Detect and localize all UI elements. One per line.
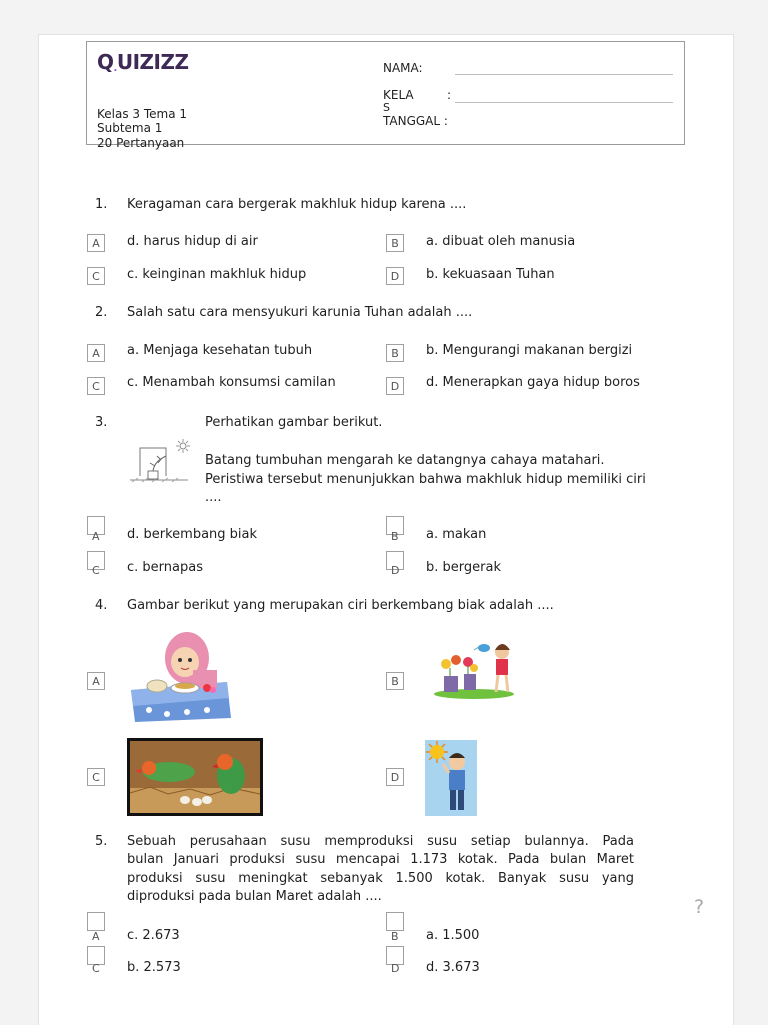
- option-box-b[interactable]: B: [386, 234, 404, 252]
- question-number: 5.: [95, 834, 108, 849]
- question-text: Salah satu cara mensyukuri karunia Tuhan adalah ....: [127, 305, 473, 320]
- option-letter: A: [92, 530, 100, 543]
- question-text: ....: [205, 490, 222, 505]
- name-label: NAMA:: [383, 61, 423, 75]
- question-number: 1.: [95, 197, 108, 212]
- option-text: b. 2.573: [127, 960, 181, 975]
- girl-watering-flowers-picture: [432, 638, 516, 700]
- option-text: c. 2.673: [127, 928, 180, 943]
- option-text: a. 1.500: [426, 928, 480, 943]
- option-text: a. makan: [426, 527, 487, 542]
- option-box-c[interactable]: C: [87, 768, 105, 786]
- lovebirds-with-eggs-picture: [127, 738, 263, 816]
- boy-in-sun-picture: [425, 740, 477, 816]
- option-box-a[interactable]: [87, 912, 105, 931]
- option-letter: D: [391, 962, 400, 975]
- girl-eating-picture: [127, 630, 235, 724]
- option-text: c. keinginan makhluk hidup: [127, 267, 307, 282]
- option-text: c. Menambah konsumsi camilan: [127, 375, 336, 390]
- quizizz-logo: Q.UIZIZZ: [97, 50, 189, 74]
- option-box-c[interactable]: C: [87, 377, 105, 395]
- date-label: TANGGAL :: [383, 114, 448, 128]
- option-box-a[interactable]: A: [87, 234, 105, 252]
- option-box-a[interactable]: A: [87, 672, 105, 690]
- class-field-colon: :: [447, 88, 452, 102]
- option-text: d. Menerapkan gaya hidup boros: [426, 375, 640, 390]
- question-text: Peristiwa tersebut menunjukkan bahwa makhluk hidup memiliki ciri: [205, 472, 646, 487]
- option-box-b[interactable]: [386, 912, 404, 931]
- option-box-c[interactable]: C: [87, 267, 105, 285]
- option-box-d[interactable]: D: [386, 768, 404, 786]
- option-text: c. bernapas: [127, 560, 203, 575]
- option-letter: C: [92, 962, 100, 975]
- option-text: d. harus hidup di air: [127, 234, 258, 249]
- class-field-label-wrap: S: [383, 101, 390, 114]
- class-field-label: KELA: [383, 88, 414, 102]
- option-letter: B: [391, 530, 399, 543]
- question-number: 3.: [95, 415, 108, 430]
- option-text: d. 3.673: [426, 960, 480, 975]
- question-text: Batang tumbuhan mengarah ke datangnya cahaya matahari.: [205, 453, 605, 468]
- option-text: a. Menjaga kesehatan tubuh: [127, 343, 313, 358]
- question-text: bulan Januari produksi susu mencapai 1.173 kotak. Pada bulan Maret: [127, 852, 634, 867]
- class-label: Kelas 3 Tema 1: [97, 107, 188, 121]
- option-letter: A: [92, 930, 100, 943]
- question-text: produksi susu meningkat sebanyak 1.500 kotak. Banyak susu yang: [127, 871, 634, 886]
- name-field[interactable]: [455, 74, 673, 75]
- question-text: Perhatikan gambar berikut.: [205, 415, 383, 430]
- option-text: a. dibuat oleh manusia: [426, 234, 576, 249]
- option-text: b. Mengurangi makanan bergizi: [426, 343, 633, 358]
- option-text: d. berkembang biak: [127, 527, 258, 542]
- option-box-d[interactable]: D: [386, 377, 404, 395]
- option-text: b. bergerak: [426, 560, 501, 575]
- plant-toward-sun-picture: [128, 438, 192, 484]
- question-text: diproduksi pada bulan Maret adalah ....: [127, 889, 382, 904]
- class-field[interactable]: [455, 102, 673, 103]
- question-number: 2.: [95, 305, 108, 320]
- option-letter: D: [391, 564, 400, 577]
- option-text: b. kekuasaan Tuhan: [426, 267, 555, 282]
- option-box-b[interactable]: B: [386, 344, 404, 362]
- option-box-d[interactable]: D: [386, 267, 404, 285]
- option-box-a[interactable]: A: [87, 344, 105, 362]
- question-text: Gambar berikut yang merupakan ciri berkembang biak adalah ....: [127, 598, 554, 613]
- subtheme-label: Subtema 1: [97, 121, 163, 135]
- question-text: Sebuah perusahaan susu memproduksi susu setiap bulannya. Pada: [127, 834, 634, 849]
- option-letter: C: [92, 564, 100, 577]
- option-box-b[interactable]: B: [386, 672, 404, 690]
- help-icon[interactable]: ?: [694, 896, 705, 918]
- option-letter: B: [391, 930, 399, 943]
- question-text: Keragaman cara bergerak makhluk hidup karena ....: [127, 197, 467, 212]
- question-number: 4.: [95, 598, 108, 613]
- question-count: 20 Pertanyaan: [97, 136, 185, 150]
